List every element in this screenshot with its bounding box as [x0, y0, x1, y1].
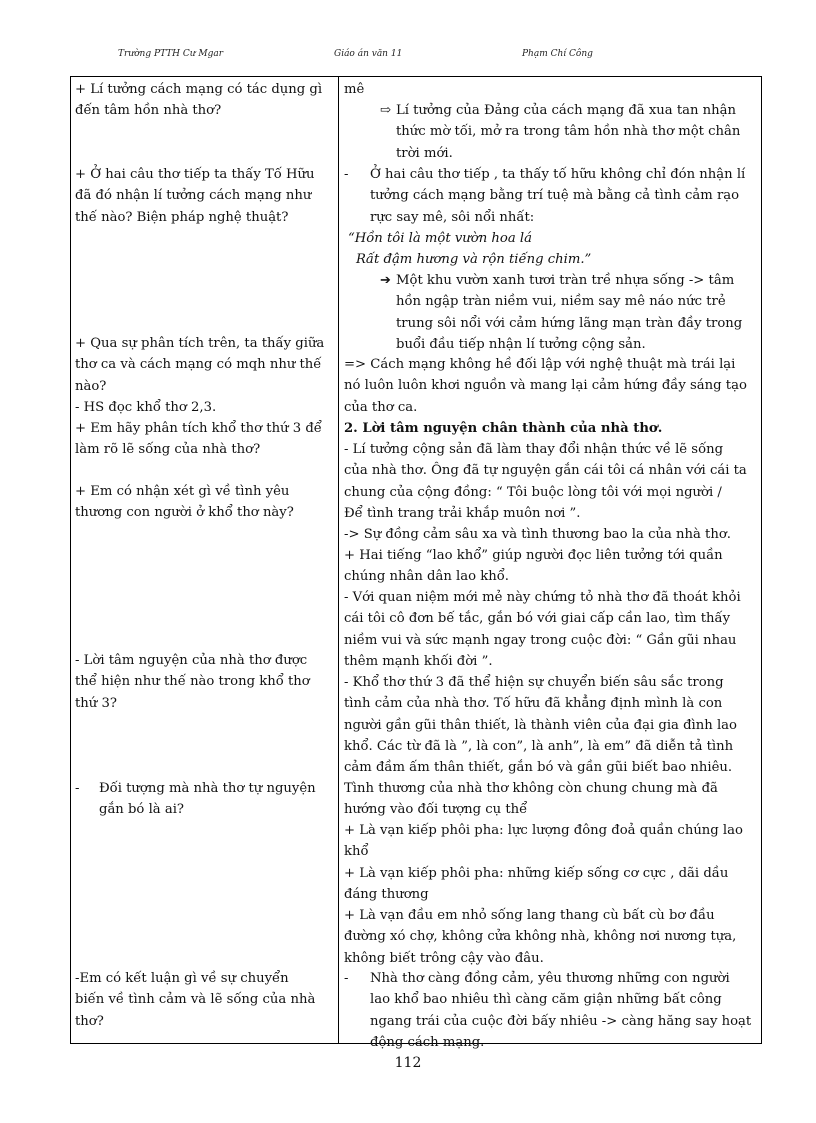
answer-lao-kho: + Hai tiếng “lao khổ” giúp người đọc liên tưởng tới quần chúng nhân dân lao khổ. [344, 548, 723, 585]
arrow-right-outline-icon: ⇨ [380, 103, 392, 118]
answer-empathy: -> Sự đồng cảm sâu xa và tình thương bao la của nhà thơ. [344, 527, 731, 542]
question-target-people-text: Đối tượng mà nhà thơ tự nguyện gắn bó là ai? [99, 781, 316, 818]
question-poet-wish: - Lời tâm nguyện của nhà thơ được thể hiện như thế nào trong khổ thơ thứ 3? [75, 653, 310, 711]
answer-garden-image [344, 270, 756, 355]
answer-target-masses: + Là vạn kiếp phôi pha: lực lượng đông đoả quần chúng lao khổ [344, 823, 743, 860]
page-header [0, 49, 816, 65]
question-receiving-ideal: + Ở hai câu thơ tiếp ta thấy Tố Hữu đã đó nhận lí tưởng cách mạng như thế nào? Biện pháp nghệ thuật? [75, 167, 315, 225]
poem-quote-line-2: Rất đậm hương và rộn tiếng chim.” [356, 252, 592, 267]
answer-continuation: mê [344, 82, 365, 97]
question-conclusion: -Em có kết luận gì về sự chuyển biến về tình cảm và lẽ sống của nhà thơ? [75, 971, 316, 1029]
answer-specific-love: Tình thương của nhà thơ không còn chung chung mà đã hướng vào đối tượng cụ thể [344, 781, 718, 818]
answer-garden-image-text: Một khu vườn xanh tươi tràn trề nhựa sống -> tâm hồn ngập tràn niềm vui, niềm say mê náo nức trẻ trung sôi nổi với cảm hứng lãng mạn tràn đầy trong buổi đầu tiếp nhận lí tưởng cộng sản. [396, 273, 743, 352]
answer-receiving-ideal [344, 164, 756, 228]
dash-bullet: - [344, 167, 349, 182]
answer-target-hardship: + Là vạn kiếp phôi pha: những kiếp sống cơ cực , dãi dầu đáng thương [344, 866, 729, 903]
question-love-for-people: + Em có nhận xét gì về tình yêu thương con người ở khổ thơ này? [75, 484, 294, 521]
answer-revolution-art: => Cách mạng không hề đối lập với nghệ thuật mà trái lại nó luôn luôn khơi nguồn và mang lại cảm hứng đầy sáng tạo của thơ ca. [344, 357, 747, 415]
arrow-right-bold-icon: ➔ [380, 273, 392, 288]
answer-new-concept: - Với quan niệm mới mẻ này chứng tỏ nhà thơ đã thoát khỏi cái tôi cô đơn bế tắc, gắn bó với giai cấp cần lao, tìm thấy niềm vui và sức mạnh ngay trong cuộc đời: “ Gần gũi nhau thêm mạnh khối đời ”. [344, 590, 741, 669]
instruction-read-stanza: - HS đọc khổ thơ 2,3. [75, 400, 217, 415]
table-border-right [761, 77, 762, 1043]
section-heading-poet-wish: 2. Lời tâm nguyện chân thành của nhà thơ. [344, 421, 663, 436]
question-ideal-effect: + Lí tưởng cách mạng có tác dụng gì đến tâm hồn nhà thơ? [75, 82, 323, 119]
question-bullet: - [75, 781, 80, 796]
question-poetry-revolution: + Qua sự phân tích trên, ta thấy giữa thơ ca và cách mạng có mqh như thế nào? [75, 336, 325, 394]
lesson-table [70, 76, 762, 1050]
answer-ideal-effect-text: Lí tưởng của Đảng của cách mạng đã xua tan nhận thức mờ tối, mở ra trong tâm hồn nhà thơ một chân trời mới. [396, 103, 741, 161]
answer-conclusion [344, 968, 756, 1053]
answer-receiving-ideal-text: Ở hai câu thơ tiếp , ta thấy tố hữu không chỉ đón nhận lí tưởng cách mạng bằng trí tuệ mà bằng cả tình cảm rạo rực say mê, sôi nổi nhất: [370, 167, 746, 225]
header-school: Trường PTTH Cư Mgar [118, 49, 224, 59]
table-column-divider [338, 77, 339, 1043]
answer-communist-ideal: - Lí tưởng cộng sản đã làm thay đổi nhận thức về lẽ sống của nhà thơ. Ông đã tự nguyện gắn cái tôi cá nhân với cái ta chung của cộng đồng: “ Tôi buộc lòng tôi với mọi người / Để tình trang trải khắp muôn nơi ”. [344, 442, 747, 521]
header-subject: Giáo án văn 11 [334, 49, 403, 59]
answer-ideal-effect [344, 100, 756, 164]
answer-target-children: + Là vạn đầu em nhỏ sống lang thang cù bất cù bơ đầu đường xó chợ, không cửa không nhà, không nơi nương tựa, không biết trông cậy vào đâu. [344, 908, 737, 966]
table-border-left [70, 77, 71, 1043]
question-target-people [75, 778, 337, 821]
header-author: Phạm Chí Công [522, 49, 593, 59]
answer-stanza-3: - Khổ thơ thứ 3 đã thể hiện sự chuyển biến sâu sắc trong tình cảm của nhà thơ. Tố hữu đã khẳng định mình là con người gần gũi thân thiết, là thành viên của đại gia đình lao khổ. Các từ đã là ”, là con”, là anh”, là em” đã diễn tả tình cảm đầm ấm thân thiết, gắn bó và gần gũi biết bao nhiêu. [344, 675, 737, 776]
answer-conclusion-text: Nhà thơ càng đồng cảm, yêu thương những con người lao khổ bao nhiêu thì càng căm giận những bất công ngang trái của cuộc đời bấy nhiêu -> càng hăng say hoạt động cách mạng. [370, 971, 752, 1050]
poem-quote-line-1: “Hồn tôi là một vườn hoa lá [348, 231, 532, 246]
question-analyze-stanza-3: + Em hãy phân tích khổ thơ thứ 3 để làm rõ lẽ sống của nhà thơ? [75, 421, 322, 458]
dash-bullet: - [344, 971, 349, 986]
page-number: 112 [394, 1055, 422, 1071]
